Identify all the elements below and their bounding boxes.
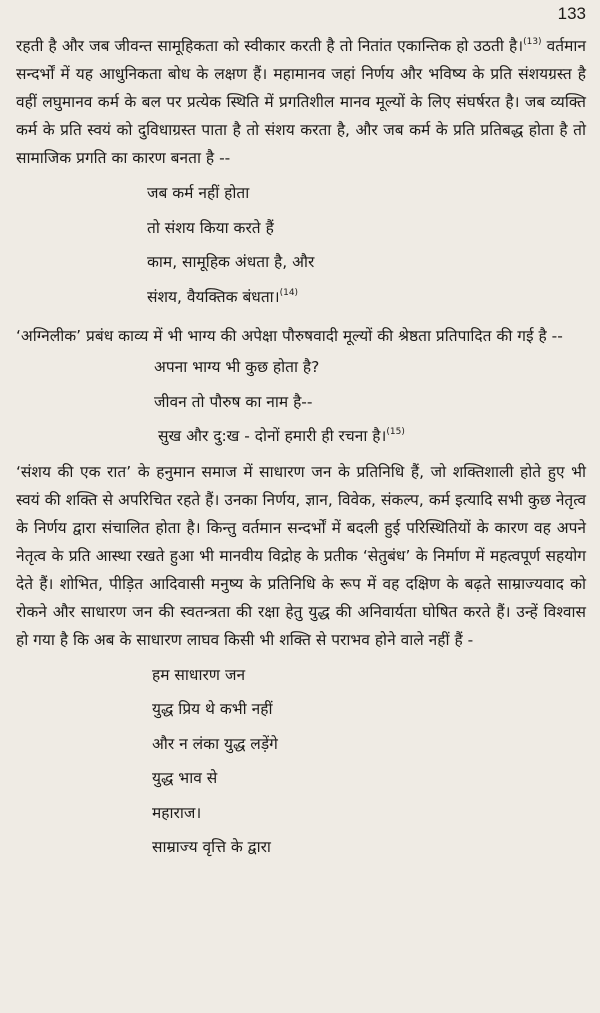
verse-line: जीवन तो पौरुष का नाम है-- [154, 392, 313, 411]
paragraph-2: ‘अग्निलीक’ प्रबंध काव्य में भी भाग्य की अपेक्षा पौरुषवादी मूल्यों की श्रेष्ठता प्रतिपादित की गई है -- [16, 327, 563, 345]
page-number: 133 [557, 4, 586, 23]
verse-line: साम्राज्य वृत्ति के द्वारा [152, 838, 271, 856]
paragraph-3: ‘संशय की एक रात’ के हनुमान समाज में साधारण जन के प्रतिनिधि हैं, जो शक्तिशाली होते हुए भी स्वयं की शक्ति से अपरिचित रहते हैं। उनका निर्णय, ज्ञान, विवेक, संकल्प, कर्म इत्यादि सभी कुछ नेतृत्व के निर्णय द्वारा संचालित होता है। किन्तु वर्तमान सन्दर्भों में बदली हुई परिस्थितियों के कारण वह अपने नेतृत्व के प्रति आस्था रखते हुआ भी मानवीय विद्रोह के प्रतीक ‘सेतुबंध’ के निर्माण में महत्वपूर्ण सहयोग देते हैं। शोभित, पीड़ित आदिवासी मनुष्य के प्रतिनिधि के रूप में वह दक्षिण के बढ़ते साम्राज्यवाद को रोकने और साधारण जन की स्वतन्त्रता की रक्षा हेतु युद्ध की अनिवार्यता घोषित करते हैं। उन्हें विश्वास हो गया है कि अब के साधारण लाघव किसी भी शक्ति से पराभव होने वाले नहीं हैं - [16, 462, 586, 649]
verse-line: हम साधारण जन [152, 665, 246, 684]
verse-line [154, 419, 586, 454]
verse-block-2 [16, 350, 586, 454]
paragraph-1-text: रहती है और जब जीवन्त सामूहिकता को स्वीकार करती है तो नितांत एकान्तिक हो उठती है। [16, 37, 524, 55]
verse-line-text: संशय, वैयक्तिक बंधता। [147, 287, 280, 306]
footnote-marker-14: (14) [279, 287, 299, 298]
verse-line: युद्ध भाव से [152, 769, 218, 787]
verse-line: महाराज। [152, 803, 202, 822]
verse-line [147, 280, 586, 315]
footnote-marker-15: (15) [386, 427, 405, 437]
verse-line: युद्ध प्रिय थे कभी नहीं [152, 700, 273, 718]
verse-block-3 [16, 658, 586, 865]
verse-line-text: सुख और दु:ख - दोनों हमारी ही रचना है। [158, 427, 387, 445]
paragraph-1b-text: वर्तमान सन्दर्भों में यह आधुनिकता बोध के लक्षण हैं। महामानव जहां निर्णय और भविष्य के प्रति संशयग्रस्त है वहीं लघुमानव कर्म के बल पर प्रत्येक स्थिति में प्रगतिशील मानव मूल्यों के लिए संघर्षरत है। जब व्यक्ति कर्म के प्रति स्वयं को दुविधाग्रस्त पाता है तो संशय करता है, और जब कर्म के प्रति प्रतिबद्ध होता है तो सामाजिक प्रगति का कारण बनता है -- [16, 37, 586, 167]
footnote-marker-13: (13) [523, 37, 542, 47]
verse-line: तो संशय किया करते हैं [147, 218, 274, 237]
verse-line: और न लंका युद्ध लड़ेंगे [152, 734, 278, 753]
verse-block-1 [16, 176, 586, 314]
page-body [16, 32, 586, 865]
verse-line: अपना भाग्य भी कुछ होता है? [154, 358, 320, 376]
verse-line: काम, सामूहिक अंधता है, और [147, 253, 315, 271]
paragraph-1 [16, 32, 586, 172]
verse-line: जब कर्म नहीं होता [147, 184, 250, 202]
